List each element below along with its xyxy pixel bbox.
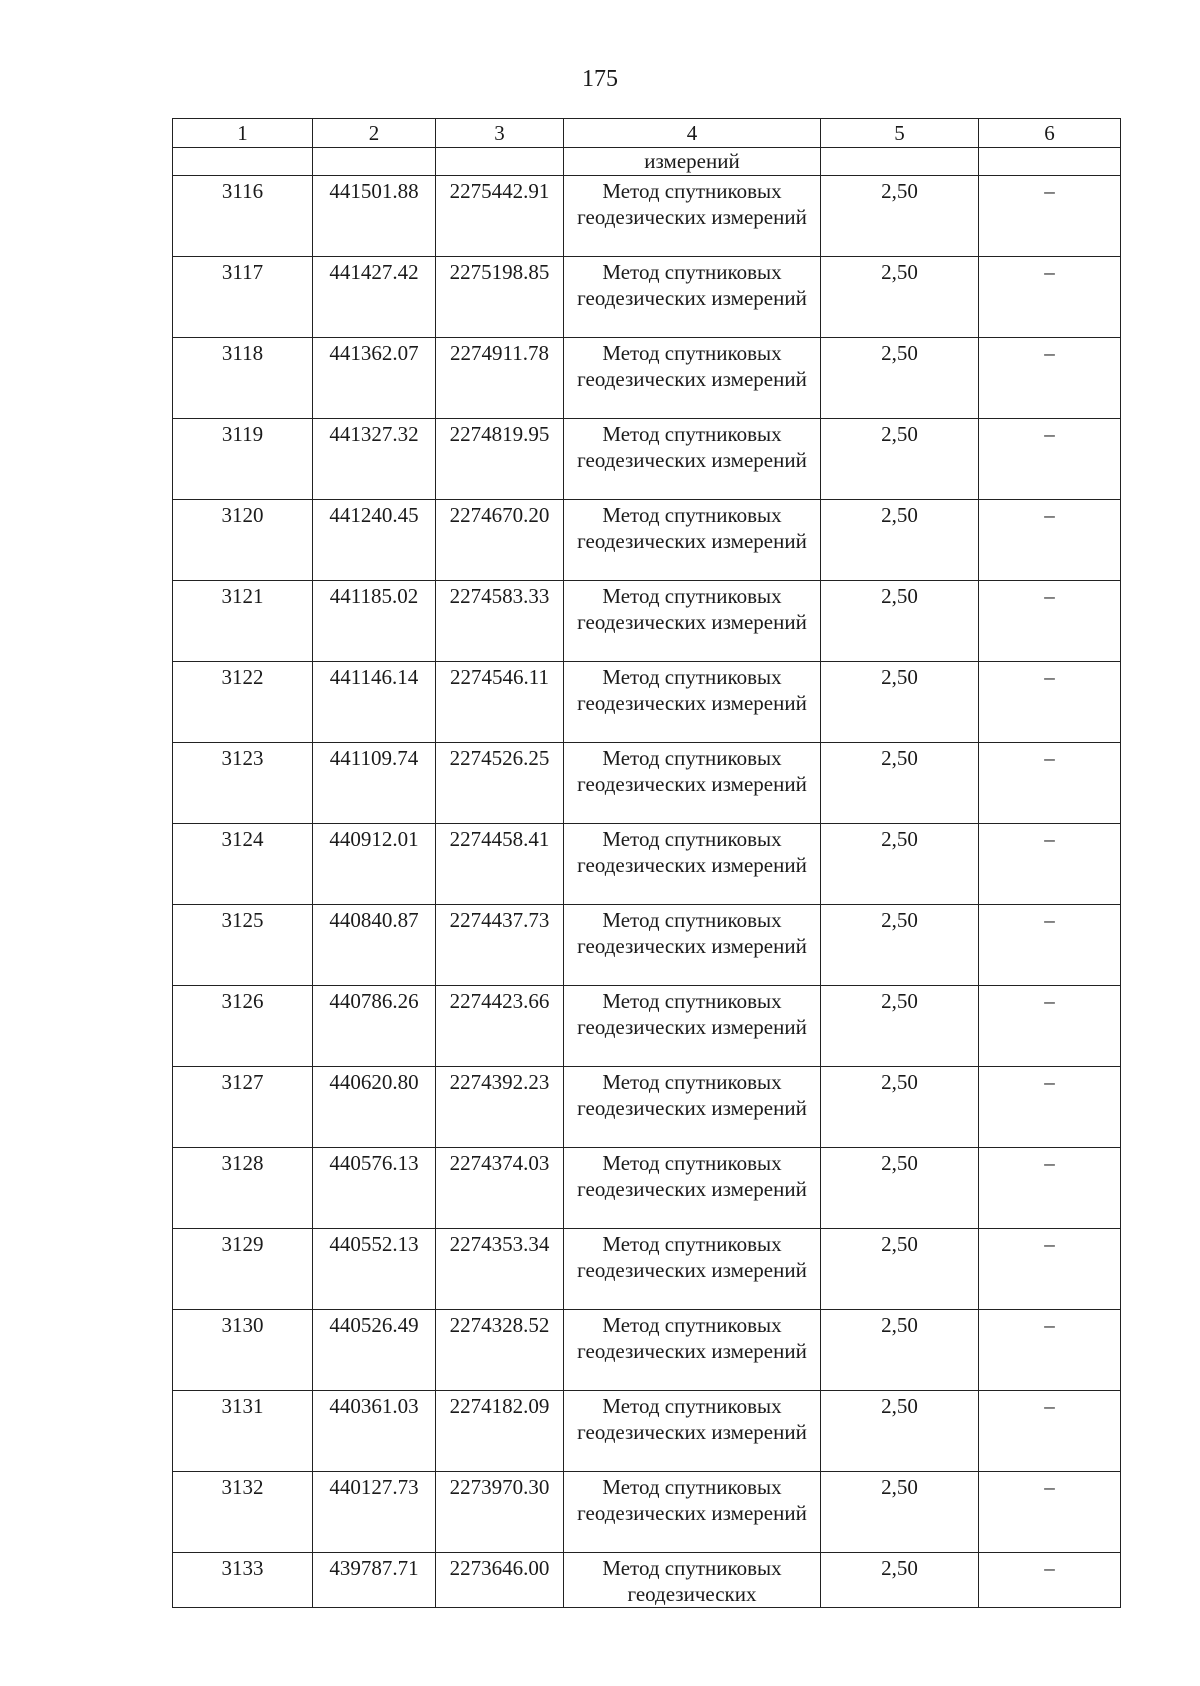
method-cell: Метод спутниковых геодезических измерений	[564, 581, 821, 662]
table-row	[173, 419, 1121, 500]
method-cell: Метод спутниковых геодезических измерений	[564, 257, 821, 338]
table-row	[173, 824, 1121, 905]
point-number-cell: 3123	[173, 743, 313, 824]
note-cell: –	[979, 176, 1121, 257]
table-row	[173, 257, 1121, 338]
header-cell: 2	[313, 119, 436, 148]
accuracy-cell: 2,50	[821, 986, 979, 1067]
accuracy-cell: 2,50	[821, 338, 979, 419]
method-cell: Метод спутниковых геодезических измерений	[564, 176, 821, 257]
accuracy-cell: 2,50	[821, 824, 979, 905]
continuation-cell	[979, 148, 1121, 176]
method-cell: Метод спутниковых геодезических	[564, 1553, 821, 1608]
accuracy-cell: 2,50	[821, 581, 979, 662]
note-cell: –	[979, 986, 1121, 1067]
point-number-cell: 3124	[173, 824, 313, 905]
method-cell: Метод спутниковых геодезических измерений	[564, 338, 821, 419]
table-row	[173, 1553, 1121, 1608]
x-coordinate-cell: 441240.45	[313, 500, 436, 581]
accuracy-cell: 2,50	[821, 1391, 979, 1472]
x-coordinate-cell: 441362.07	[313, 338, 436, 419]
table-row	[173, 662, 1121, 743]
note-cell: –	[979, 1553, 1121, 1608]
point-number-cell: 3125	[173, 905, 313, 986]
y-coordinate-cell: 2275442.91	[436, 176, 564, 257]
accuracy-cell: 2,50	[821, 176, 979, 257]
note-cell: –	[979, 743, 1121, 824]
note-cell: –	[979, 581, 1121, 662]
x-coordinate-cell: 440361.03	[313, 1391, 436, 1472]
method-cell: Метод спутниковых геодезических измерений	[564, 662, 821, 743]
y-coordinate-cell: 2274392.23	[436, 1067, 564, 1148]
y-coordinate-cell: 2274546.11	[436, 662, 564, 743]
y-coordinate-cell: 2273646.00	[436, 1553, 564, 1608]
table-row	[173, 1148, 1121, 1229]
x-coordinate-cell: 441185.02	[313, 581, 436, 662]
method-cell: Метод спутниковых геодезических измерений	[564, 1310, 821, 1391]
coordinates-table	[172, 118, 1121, 1608]
x-coordinate-cell: 441501.88	[313, 176, 436, 257]
point-number-cell: 3119	[173, 419, 313, 500]
point-number-cell: 3118	[173, 338, 313, 419]
point-number-cell: 3127	[173, 1067, 313, 1148]
table-row	[173, 176, 1121, 257]
header-cell: 6	[979, 119, 1121, 148]
point-number-cell: 3128	[173, 1148, 313, 1229]
point-number-cell: 3133	[173, 1553, 313, 1608]
note-cell: –	[979, 905, 1121, 986]
table-row	[173, 338, 1121, 419]
note-cell: –	[979, 1148, 1121, 1229]
point-number-cell: 3120	[173, 500, 313, 581]
table-row	[173, 1391, 1121, 1472]
table-row	[173, 1229, 1121, 1310]
accuracy-cell: 2,50	[821, 419, 979, 500]
accuracy-cell: 2,50	[821, 257, 979, 338]
method-cell: Метод спутниковых геодезических измерений	[564, 1229, 821, 1310]
y-coordinate-cell: 2275198.85	[436, 257, 564, 338]
table-row	[173, 1472, 1121, 1553]
y-coordinate-cell: 2274374.03	[436, 1148, 564, 1229]
point-number-cell: 3129	[173, 1229, 313, 1310]
continuation-cell	[313, 148, 436, 176]
method-cell: Метод спутниковых геодезических измерений	[564, 1067, 821, 1148]
method-cell: Метод спутниковых геодезических измерений	[564, 824, 821, 905]
table-row	[173, 1067, 1121, 1148]
table-row	[173, 743, 1121, 824]
method-cell: Метод спутниковых геодезических измерений	[564, 743, 821, 824]
x-coordinate-cell: 440840.87	[313, 905, 436, 986]
x-coordinate-cell: 440576.13	[313, 1148, 436, 1229]
point-number-cell: 3122	[173, 662, 313, 743]
x-coordinate-cell: 440552.13	[313, 1229, 436, 1310]
x-coordinate-cell: 439787.71	[313, 1553, 436, 1608]
continuation-cell	[821, 148, 979, 176]
method-cell: Метод спутниковых геодезических измерений	[564, 1472, 821, 1553]
table-row	[173, 986, 1121, 1067]
header-cell: 5	[821, 119, 979, 148]
note-cell: –	[979, 824, 1121, 905]
continuation-row	[173, 148, 1121, 176]
x-coordinate-cell: 441327.32	[313, 419, 436, 500]
y-coordinate-cell: 2274423.66	[436, 986, 564, 1067]
y-coordinate-cell: 2274437.73	[436, 905, 564, 986]
method-cell: Метод спутниковых геодезических измерений	[564, 905, 821, 986]
x-coordinate-cell: 441146.14	[313, 662, 436, 743]
accuracy-cell: 2,50	[821, 743, 979, 824]
y-coordinate-cell: 2273970.30	[436, 1472, 564, 1553]
table-row	[173, 500, 1121, 581]
table-row	[173, 1310, 1121, 1391]
x-coordinate-cell: 441109.74	[313, 743, 436, 824]
table-row	[173, 905, 1121, 986]
point-number-cell: 3116	[173, 176, 313, 257]
x-coordinate-cell: 440786.26	[313, 986, 436, 1067]
accuracy-cell: 2,50	[821, 662, 979, 743]
note-cell: –	[979, 662, 1121, 743]
point-number-cell: 3131	[173, 1391, 313, 1472]
accuracy-cell: 2,50	[821, 1310, 979, 1391]
method-cell: Метод спутниковых геодезических измерений	[564, 500, 821, 581]
y-coordinate-cell: 2274526.25	[436, 743, 564, 824]
y-coordinate-cell: 2274819.95	[436, 419, 564, 500]
point-number-cell: 3126	[173, 986, 313, 1067]
accuracy-cell: 2,50	[821, 1553, 979, 1608]
x-coordinate-cell: 440912.01	[313, 824, 436, 905]
y-coordinate-cell: 2274670.20	[436, 500, 564, 581]
note-cell: –	[979, 500, 1121, 581]
page-number: 175	[582, 66, 618, 92]
accuracy-cell: 2,50	[821, 1472, 979, 1553]
table-body	[173, 148, 1121, 1608]
header-cell: 4	[564, 119, 821, 148]
y-coordinate-cell: 2274911.78	[436, 338, 564, 419]
y-coordinate-cell: 2274583.33	[436, 581, 564, 662]
point-number-cell: 3130	[173, 1310, 313, 1391]
method-cell: Метод спутниковых геодезических измерений	[564, 1391, 821, 1472]
note-cell: –	[979, 257, 1121, 338]
x-coordinate-cell: 440127.73	[313, 1472, 436, 1553]
y-coordinate-cell: 2274353.34	[436, 1229, 564, 1310]
note-cell: –	[979, 419, 1121, 500]
method-cell: Метод спутниковых геодезических измерений	[564, 986, 821, 1067]
y-coordinate-cell: 2274458.41	[436, 824, 564, 905]
header-row	[173, 119, 1121, 148]
header-cell: 3	[436, 119, 564, 148]
accuracy-cell: 2,50	[821, 1067, 979, 1148]
point-number-cell: 3132	[173, 1472, 313, 1553]
table-row	[173, 581, 1121, 662]
accuracy-cell: 2,50	[821, 1229, 979, 1310]
accuracy-cell: 2,50	[821, 500, 979, 581]
method-cell: Метод спутниковых геодезических измерений	[564, 419, 821, 500]
note-cell: –	[979, 1310, 1121, 1391]
x-coordinate-cell: 441427.42	[313, 257, 436, 338]
note-cell: –	[979, 1229, 1121, 1310]
note-cell: –	[979, 1067, 1121, 1148]
note-cell: –	[979, 338, 1121, 419]
y-coordinate-cell: 2274328.52	[436, 1310, 564, 1391]
x-coordinate-cell: 440620.80	[313, 1067, 436, 1148]
note-cell: –	[979, 1391, 1121, 1472]
point-number-cell: 3117	[173, 257, 313, 338]
continuation-cell	[173, 148, 313, 176]
continuation-cell	[436, 148, 564, 176]
y-coordinate-cell: 2274182.09	[436, 1391, 564, 1472]
method-cell: Метод спутниковых геодезических измерений	[564, 1148, 821, 1229]
continuation-cell: измерений	[564, 148, 821, 176]
point-number-cell: 3121	[173, 581, 313, 662]
x-coordinate-cell: 440526.49	[313, 1310, 436, 1391]
note-cell: –	[979, 1472, 1121, 1553]
header-cell: 1	[173, 119, 313, 148]
accuracy-cell: 2,50	[821, 1148, 979, 1229]
accuracy-cell: 2,50	[821, 905, 979, 986]
